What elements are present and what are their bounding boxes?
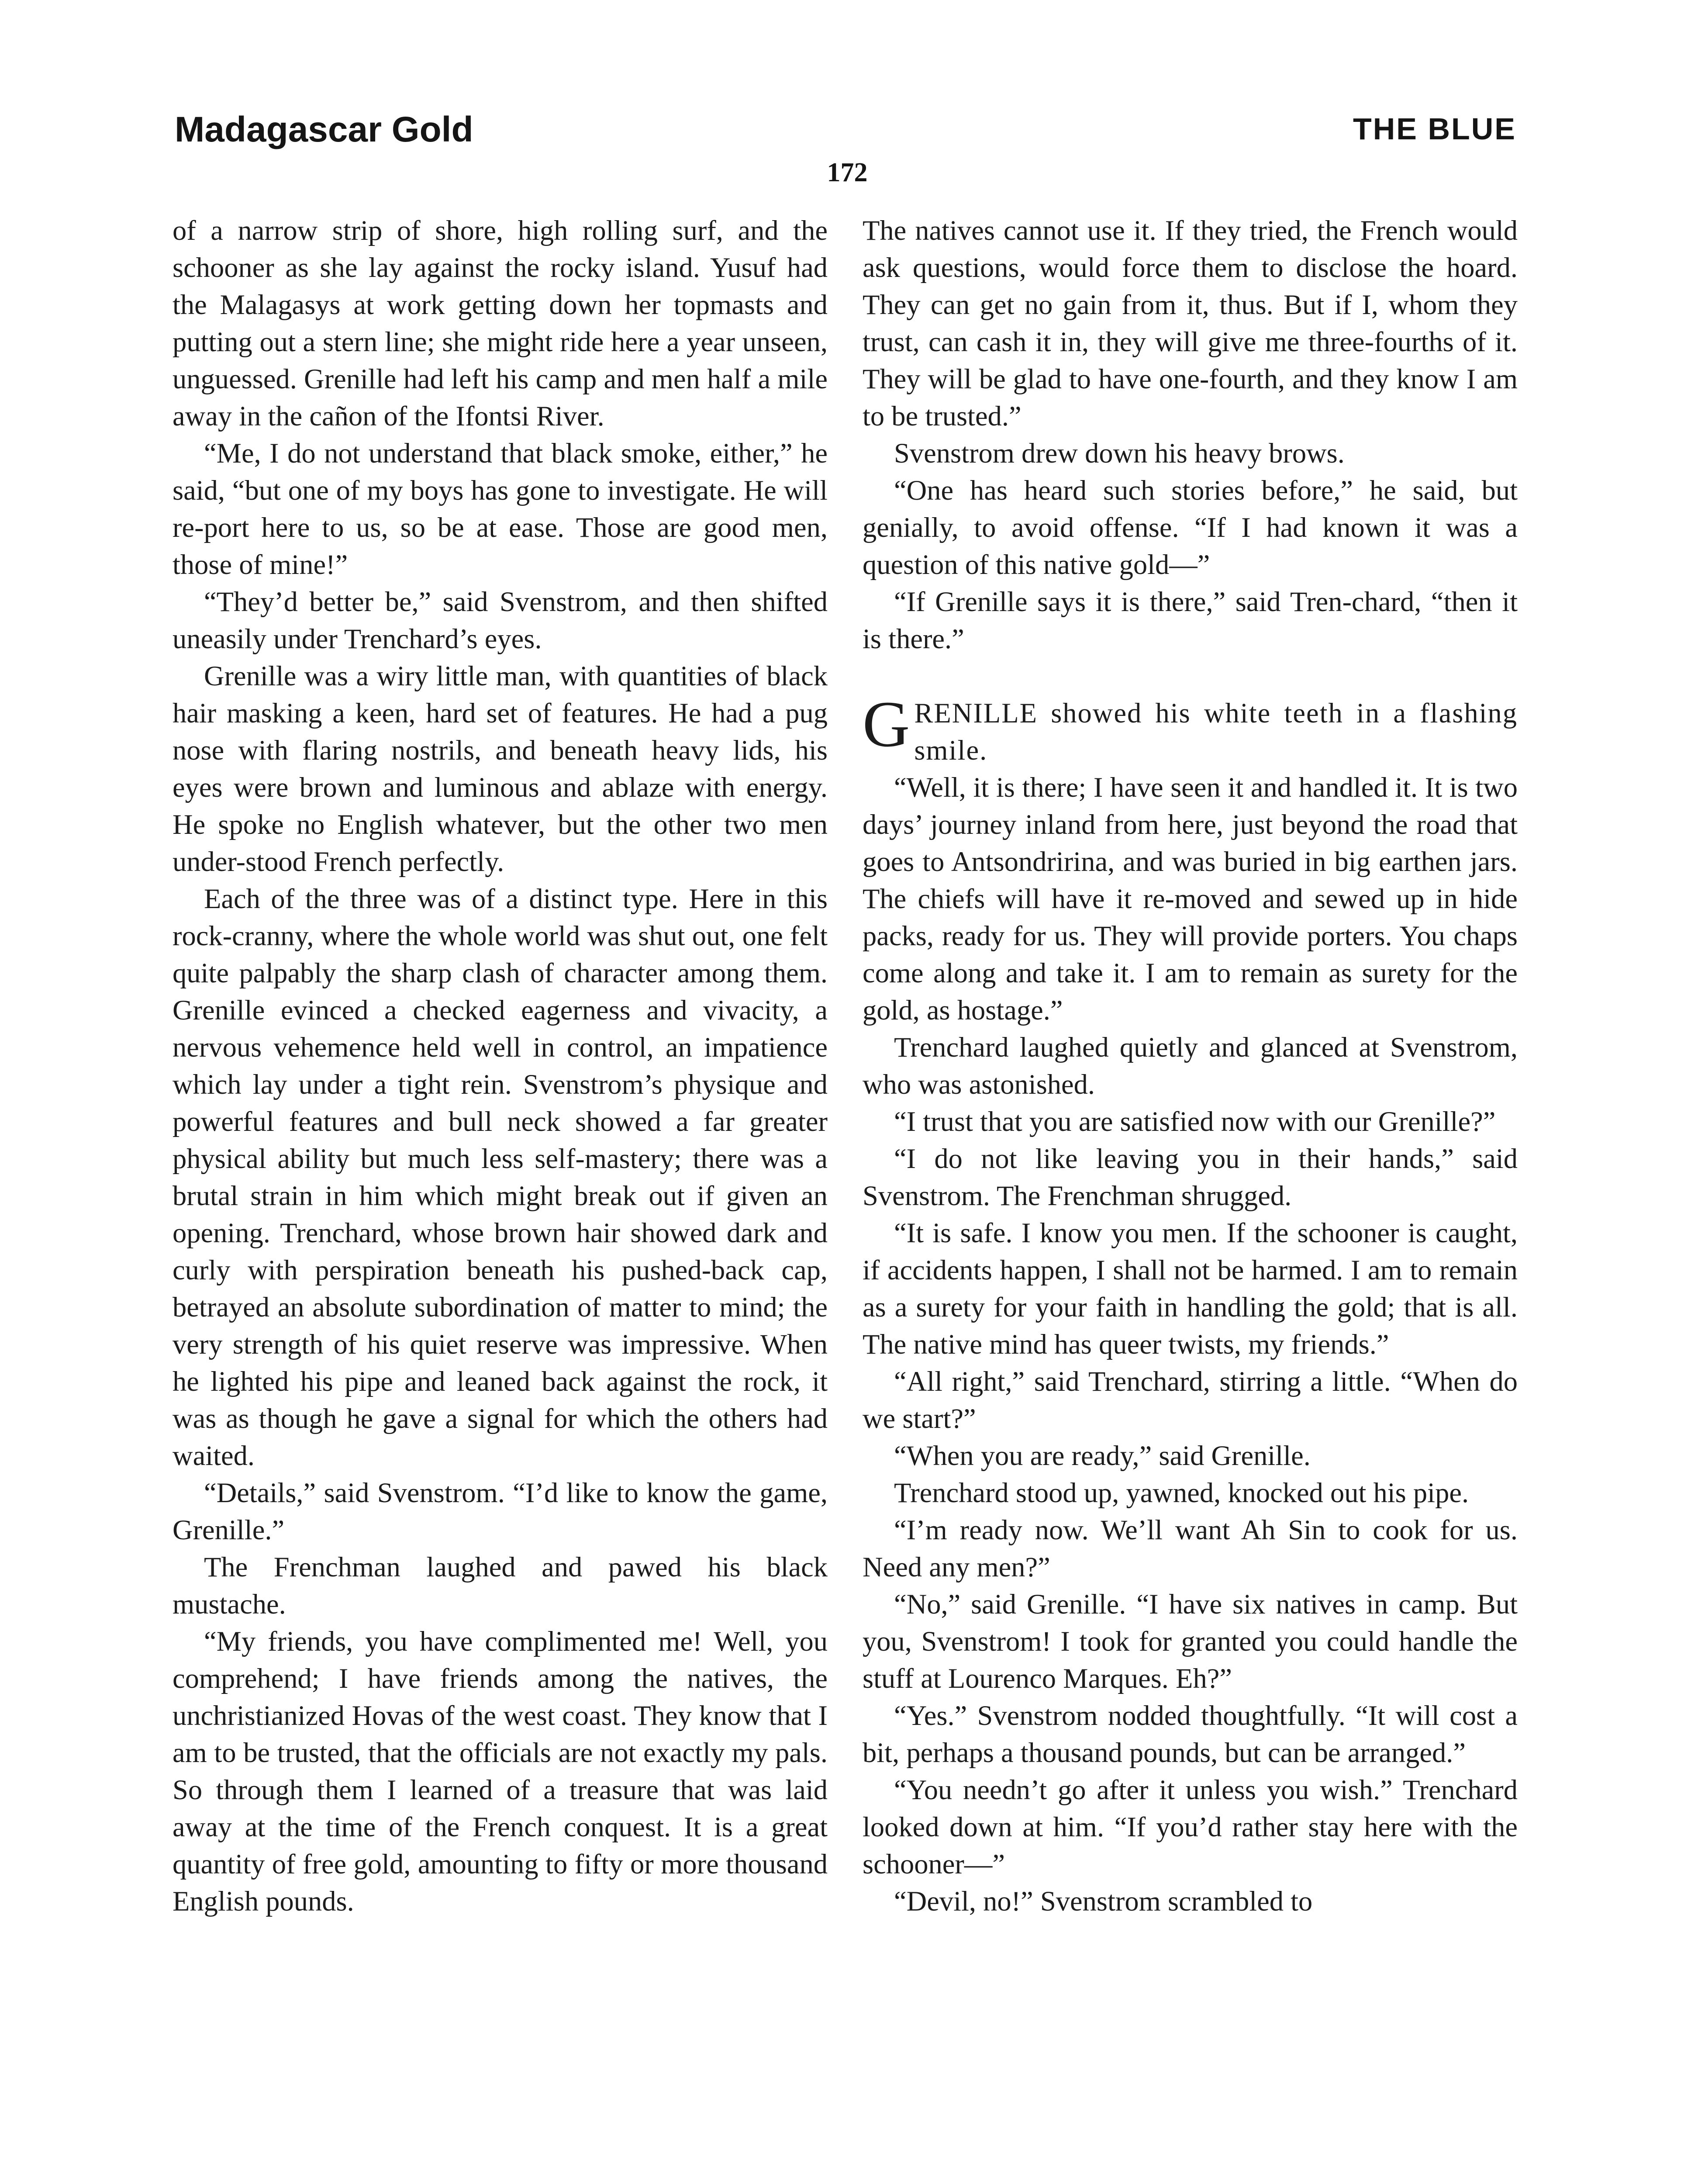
paragraph: “No,” said Grenille. “I have six natives in camp. But you, Svenstrom! I took for granted you could handle the stuff at Lourenco Marques. Eh?” <box>863 1589 1518 1694</box>
paragraph: “It is safe. I know you men. If the schooner is caught, if accidents happen, I shall not be harmed. I am to remain as a surety for your faith in handling the gold; that is all. The native mind has queer twists, my friends.” <box>863 1217 1518 1360</box>
paragraph: The natives cannot use it. If they tried, the French would ask questions, would force them to disclose the hoard. They can get no gain from it, thus. But if I, whom they trust, can cash it in, they will give me three-fourths of it. They will be glad to have one-fourth, and they know I am to be trusted.” <box>863 215 1518 432</box>
paragraph: of a narrow strip of shore, high rolling surf, and the schooner as she lay against the rocky island. Yusuf had the Malagasys at work getting down her topmasts and putting out a stern line; she might ride here a year unseen, unguessed. Grenille had left his camp and men half a mile away in the cañon of the Ifontsi River. <box>173 215 828 432</box>
paragraph: “Me, I do not understand that black smoke, either,” he said, “but one of my boys has gone to investigate. He will re-port here to us, so be at ease. Those are good men, those of mine!” <box>173 438 828 580</box>
left-column <box>173 212 828 1920</box>
paragraph: “You needn’t go after it unless you wish.” Trenchard looked down at him. “If you’d rather stay here with the schooner—” <box>863 1774 1518 1880</box>
section-break <box>863 657 1518 695</box>
paragraph: “They’d better be,” said Svenstrom, and then shifted uneasily under Trenchard’s eyes. <box>173 586 828 654</box>
paragraph: Trenchard stood up, yawned, knocked out his pipe. <box>894 1477 1469 1508</box>
dropcap-paragraph <box>863 688 1518 769</box>
paragraph: “All right,” said Trenchard, stirring a little. “When do we start?” <box>863 1366 1518 1434</box>
paragraph: “When you are ready,” said Grenille. <box>894 1440 1311 1471</box>
paragraph: “Yes.” Svenstrom nodded thoughtfully. “It will cost a bit, perhaps a thousand pounds, but can be arranged.” <box>863 1700 1518 1768</box>
paragraph: “My friends, you have complimented me! Well, you comprehend; I have friends among the natives, the unchristianized Hovas of the west coast. They know that I am to be trusted, that the officials are not exactly my pals. So through them I learned of a treasure that was laid away at the time of the French conquest. It is a great quantity of free gold, amounting to fifty or more thousand English pounds. <box>173 1626 828 1917</box>
story-title: Madagascar Gold <box>175 110 473 149</box>
dropcap-paragraph-text: RENILLE showed his white teeth in a flashing smile. <box>914 698 1518 766</box>
right-column <box>863 212 1518 1920</box>
paragraph: “I’m ready now. We’ll want Ah Sin to cook for us. Need any men?” <box>863 1514 1518 1583</box>
paragraph: “I trust that you are satisfied now with our Grenille?” <box>894 1106 1496 1137</box>
paragraph: Grenille was a wiry little man, with quantities of black hair masking a keen, hard set of features. He had a pug nose with flaring nostrils, and beneath heavy lids, his eyes were brown and luminous and ablaze with energy. He spoke no English whatever, but the other two men under-stood French perfectly. <box>173 660 828 877</box>
page-number: 172 <box>827 158 868 187</box>
paragraph: “I do not like leaving you in their hands,” said Svenstrom. The Frenchman shrugged. <box>863 1143 1518 1211</box>
paragraph: Trenchard laughed quietly and glanced at Svenstrom, who was astonished. <box>863 1032 1518 1100</box>
paragraph: “Devil, no!” Svenstrom scrambled to <box>894 1886 1313 1917</box>
paragraph: “One has heard such stories before,” he said, but genially, to avoid offense. “If I had known it was a question of this native gold—” <box>863 475 1518 580</box>
paragraph: “Well, it is there; I have seen it and handled it. It is two days’ journey inland from here, just beyond the road that goes to Antsondririna, and was buried in big earthen jars. The chiefs will have it re-moved and sewed up in hide packs, ready for us. They will provide porters. You chaps come along and take it. I am to remain as surety for the gold, as hostage.” <box>863 772 1518 1026</box>
paragraph: Each of the three was of a distinct type. Here in this rock-cranny, where the whole world was shut out, one felt quite palpably the sharp clash of character among them. Grenille evinced a checked eagerness and vivacity, a nervous vehemence held well in control, an impatience which lay under a tight rein. Svenstrom’s physique and powerful features and bull neck showed a far greater physical ability but much less self-mastery; there was a brutal strain in him which might break out if given an opening. Trenchard, whose brown hair showed dark and curly with perspiration beneath his pushed-back cap, betrayed an absolute subordination of matter to mind; the very strength of his quiet reserve was impressive. When he lighted his pipe and leaned back against the rock, it was as though he gave a signal for which the others had waited. <box>173 883 828 1471</box>
paragraph: “If Grenille says it is there,” said Tren-chard, “then it is there.” <box>863 586 1518 654</box>
paragraph: The Frenchman laughed and pawed his black mustache. <box>173 1552 828 1620</box>
paragraph: “Details,” said Svenstrom. “I’d like to know the game, Grenille.” <box>173 1477 828 1545</box>
magazine-name: THE BLUE <box>1353 112 1516 146</box>
drop-cap: G <box>863 688 910 760</box>
paragraph: Svenstrom drew down his heavy brows. <box>894 438 1345 469</box>
